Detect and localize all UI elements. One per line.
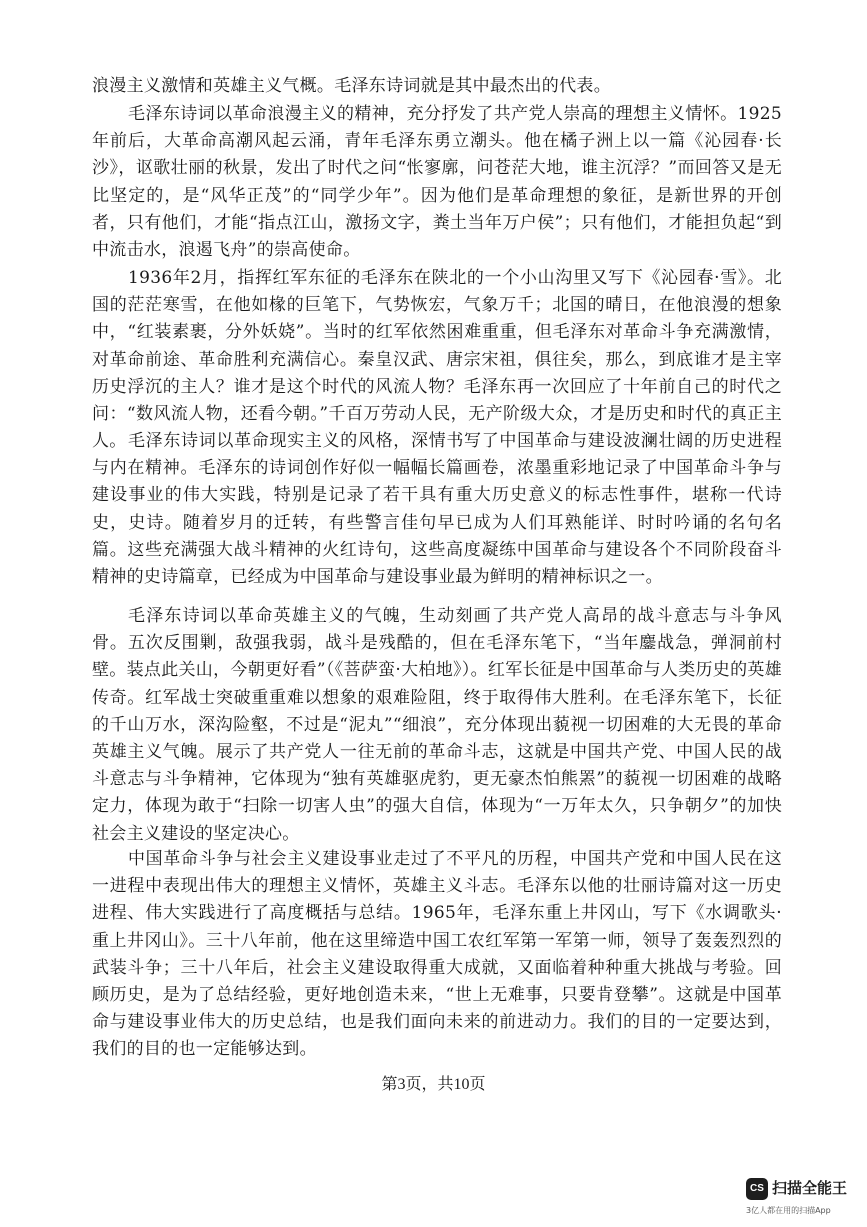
paragraph-snow: 1936年2月，指挥红军东征的毛泽东在陕北的一个小山沟里又写下《沁园春·雪》。北国的茫茫寒雪，在他如椽的巨笔下，气势恢宏，气象万千；北国的晴日，在他浪漫的想象中，“红装素裹，分外妖娆”。当时的红军依然困难重重，但毛泽东对革命斗争充满激情，对革命前途、革命胜利充满信心。秦皇汉武、唐宗宋祖，俱往矣，那么，到底谁才是主宰历史浮沉的主人？谁才是这个时代的风流人物？毛泽东再一次回应了十年前自己的时代之问：“数风流人物，还看今朝。”千百万劳动人民，无产阶级大众，才是历史和时代的真正主人。 [92,268,782,452]
paragraph-heroism: 毛泽东诗词以革命英雄主义的气魄，生动刻画了共产党人高昂的战斗意志与斗争风骨。五次反围剿，敌强我弱，战斗是残酷的，但在毛泽东笔下，“当年鏖战急，弹洞前村壁。装点此关山，今朝更好看”（《菩萨蛮·大柏地》）。红军长征是中国革命与人类历史的英雄传奇。红军战士突破重重难以想象的艰难险阻，终于取得伟大胜利。在毛泽东笔下，长征的千山万水，深沟险壑，不过是“泥丸”“细浪”，充分体现出藐视一切困难的大无畏的革命英雄主义气魄。展示了共产党人一往无前的革命斗志，这就是中国共产党、中国人民的战斗意志与斗争精神，它体现为“独有英雄驱虎豹，更无豪杰怕熊罴”的藐视一切困难的战略定力，体现为敢于“扫除一切害人虫”的强大自信，体现为“一万年太久，只争朝夕”的加快社会主义建设的坚定决心。 [92,606,782,844]
watermark-app-name: 扫描全能王 [772,1179,848,1197]
scanner-watermark [746,1176,856,1222]
paragraph-realism: 毛泽东诗词以革命现实主义的风格，深情书写了中国革命与建设波澜壮阔的历史进程与内在精神。毛泽东的诗词创作好似一幅幅长篇画卷，浓墨重彩地记录了中国革命斗争与建设事业的伟大实践，特别是记录了若干具有重大历史意义的标志性事件，堪称一代诗史，史诗。随着岁月的迁转，有些警言佳句早已成为人们耳熟能详、时时吟诵的名句名篇。这些充满强大战斗精神的火红诗句，这些高度凝练中国革命与建设各个不同阶段奋斗精神的史诗篇章，已经成为中国革命与建设事业最为鲜明的精神标识之一。 [92,431,782,588]
paragraph-continuation: 浪漫主义激情和英雄主义气概。毛泽东诗词就是其中最杰出的代表。 [92,76,611,96]
page-number: 第3页，共10页 [381,1076,486,1093]
watermark-tagline: 3亿人都在用的扫描App [746,1206,831,1215]
camscanner-logo-icon: CS [746,1178,768,1200]
paragraph-conclusion: 中国革命斗争与社会主义建设事业走过了不平凡的历程，中国共产党和中国人民在这一进程中表现出伟大的理想主义情怀，英雄主义斗志。毛泽东以他的壮丽诗篇对这一历史进程、伟大实践进行了高度概括与总结。1965年，毛泽东重上井冈山，写下《水调歌头·重上井冈山》。三十八年前，他在这里缔造中国工农红军第一军第一师，领导了轰轰烈烈的武装斗争；三十八年后，社会主义建设取得重大成就，又面临着种种重大挑战与考验。回顾历史，是为了总结经验，更好地创造未来，“世上无难事，只要肯登攀”。这就是中国革命与建设事业伟大的历史总结，也是我们面向未来的前进动力。我们的目的一定要达到，我们的目的也一定能够达到。 [92,849,782,1060]
paragraph-romanticism: 毛泽东诗词以革命浪漫主义的精神，充分抒发了共产党人崇高的理想主义情怀。1925年前后，大革命高潮风起云涌，青年毛泽东勇立潮头。他在橘子洲上以一篇《沁园春·长沙》，讴歌壮丽的秋景，发出了时代之问“怅寥廓，问苍茫大地，谁主沉浮？”而回答又是无比坚定的，是“风华正茂”的“同学少年”。因为他们是革命理想的象征，是新世界的开创者，只有他们，才能“指点江山，激扬文字，粪土当年万户侯”；只有他们，才能担负起“到中流击水，浪遏飞舟”的崇高使命。 [92,104,782,261]
